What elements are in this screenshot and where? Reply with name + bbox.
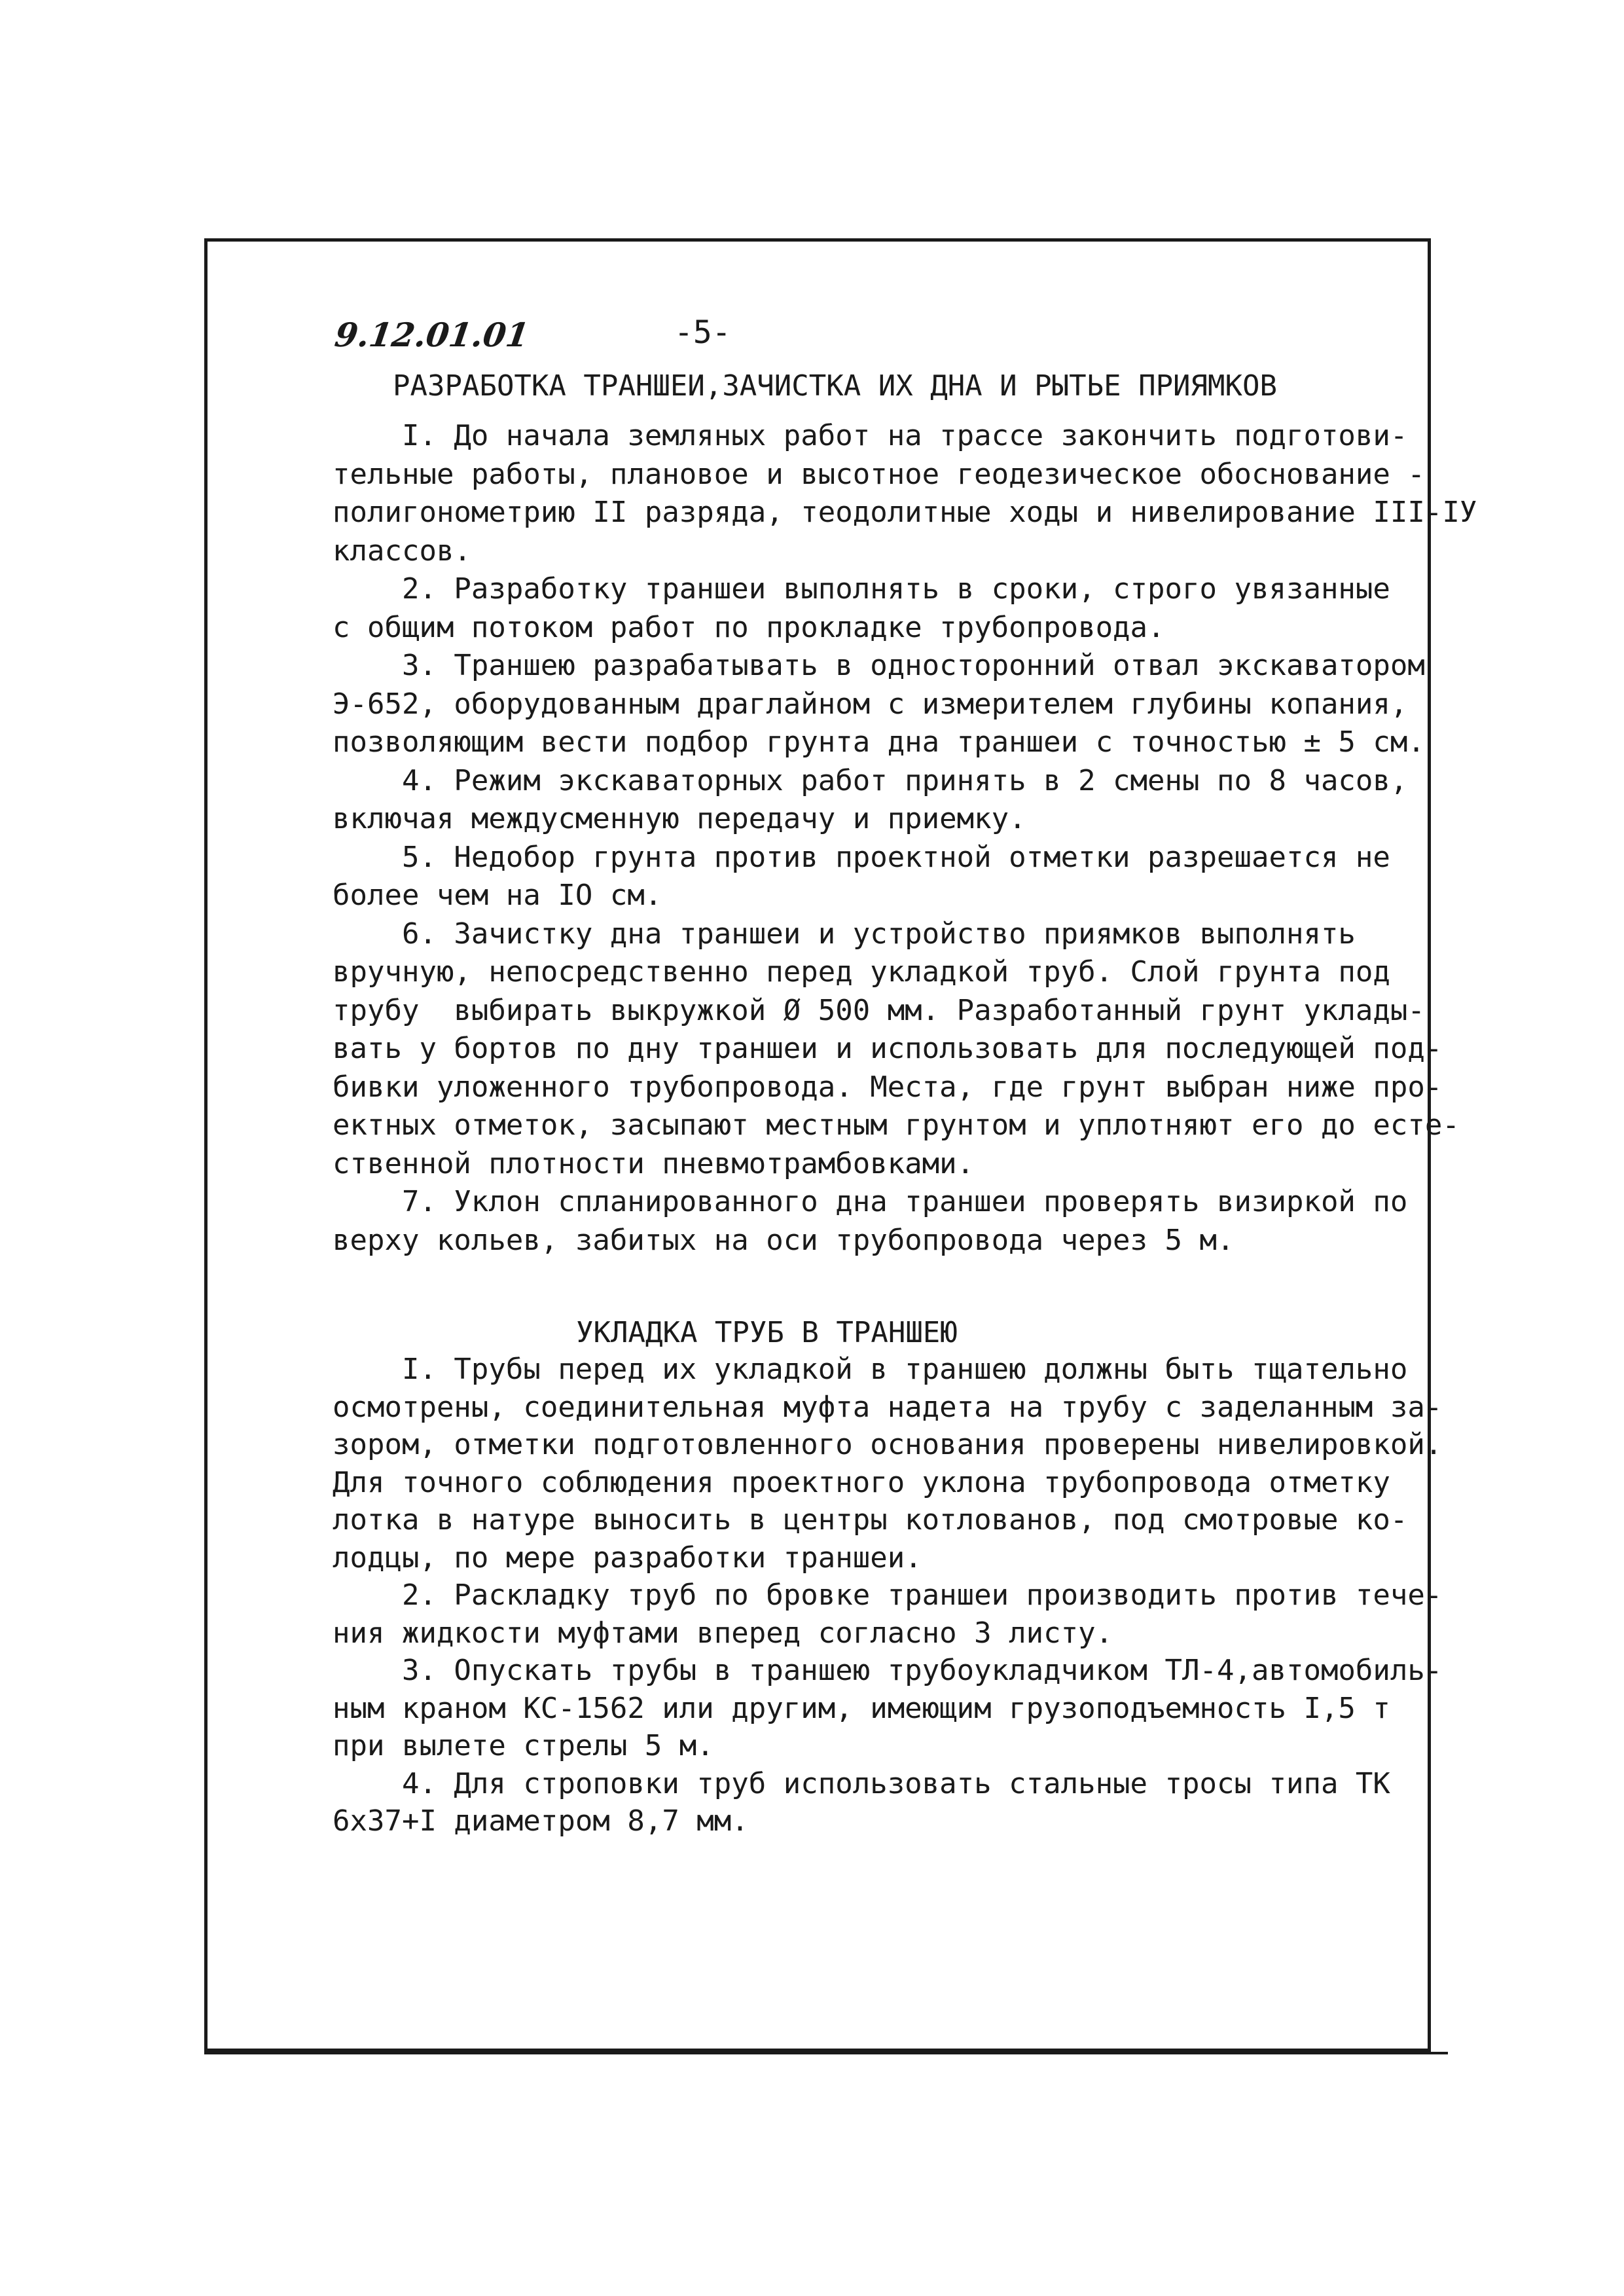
trench-text-line: 4. Режим экскаваторных работ принять в 2 смены по 8 часов, [333,763,1408,797]
trench-text-line: бивки уложенного трубопровода. Места, где грунт выбран ниже про- [333,1070,1443,1104]
trench-text-line: вручную, непосредственно перед укладкой труб. Слой грунта под [333,955,1390,989]
trench-text-line: с общим потоком работ по прокладке трубопровода. [333,610,1165,644]
trench-text-line: классов. [333,534,471,568]
pipe-laying-text-line: при вылете стрелы 5 м. [333,1729,714,1762]
pipe-laying-text-line: зором, отметки подготовленного основания проверены нивелировкой. [333,1428,1443,1461]
pipe-laying-text-line: ным краном КС-1562 или другим, имеющим грузоподъемность I,5 т [333,1691,1390,1725]
trench-text-line: верху кольев, забитых на оси трубопровода через 5 м. [333,1223,1235,1257]
trench-text-line: позволяющим вести подбор грунта дна траншеи с точностью ± 5 см. [333,725,1425,759]
pipe-laying-text-line: 4. Для строповки труб использовать стальные тросы типа ТК [333,1766,1390,1800]
document-code: 9.12.01.01 [332,316,532,354]
trench-text-line: 5. Недобор грунта против проектной отметки разрешается не [333,840,1390,874]
page-number: -5- [674,314,731,351]
pipe-laying-text-line: 2. Раскладку труб по бровке траншеи производить против тече- [333,1578,1443,1612]
pipe-laying-text-line: I. Трубы перед их укладкой в траншею должны быть тщательно [333,1353,1408,1386]
bottom-border-rule [204,2052,1448,2054]
section-title-trench: РАЗРАБОТКА ТРАНШЕИ,ЗАЧИСТКА ИХ ДНА И РЫТЬЕ ПРИЯМКОВ [393,369,1278,403]
trench-text-line: включая междусменную передачу и приемку. [333,802,1026,835]
trench-text-line: тельные работы, плановое и высотное геодезическое обоснование - [333,457,1425,491]
trench-text-line: ственной плотности пневмотрамбовками. [333,1146,975,1180]
trench-text-line: 3. Траншею разрабатывать в односторонний отвал экскаватором [333,649,1425,682]
section-title-pipe-laying: УКЛАДКА ТРУБ В ТРАНШЕЮ [576,1316,958,1349]
trench-text-line: более чем на IO см. [333,879,662,912]
trench-text-line: полигонометрию II разряда, теодолитные ходы и нивелирование III-IУ [333,496,1477,529]
pipe-laying-text-line: 3. Опускать трубы в траншею трубоукладчиком ТЛ-4,автомобиль- [333,1654,1443,1687]
trench-text-line: ектных отметок, засыпают местным грунтом и уплотняют его до есте- [333,1108,1460,1142]
trench-text-line: трубу выбирать выкружкой Ø 500 мм. Разработанный грунт уклады- [333,993,1425,1027]
pipe-laying-text-line: лодцы, по мере разработки траншеи. [333,1540,922,1575]
pipe-laying-text-line: ния жидкости муфтами вперед согласно 3 листу. [333,1616,1113,1650]
trench-text-line: 6. Зачистку дна траншеи и устройство приямков выполнять [333,917,1356,951]
trench-text-line: Э-652, оборудованным драглайном с измерителем глубины копания, [333,687,1408,721]
trench-text-line: вать у бортов по дну траншеи и использовать для последующей под- [333,1032,1443,1065]
pipe-laying-text-line: осмотрены, соединительная муфта надета на трубу с заделанным за- [333,1390,1443,1424]
pipe-laying-text-line: 6х37+I диаметром 8,7 мм. [333,1804,749,1838]
trench-text-line: I. До начала земляных работ на трассе закончить подготови- [333,419,1408,452]
trench-text-line: 2. Разработку траншеи выполнять в сроки, строго увязанные [333,572,1390,606]
trench-text-line: 7. Уклон спланированного дна траншеи проверять визиркой по [333,1185,1408,1218]
pipe-laying-text-line: Для точного соблюдения проектного уклона трубопровода отметку [333,1465,1390,1499]
pipe-laying-text-line: лотка в натуре выносить в центры котлованов, под смотровые ко- [333,1503,1408,1537]
